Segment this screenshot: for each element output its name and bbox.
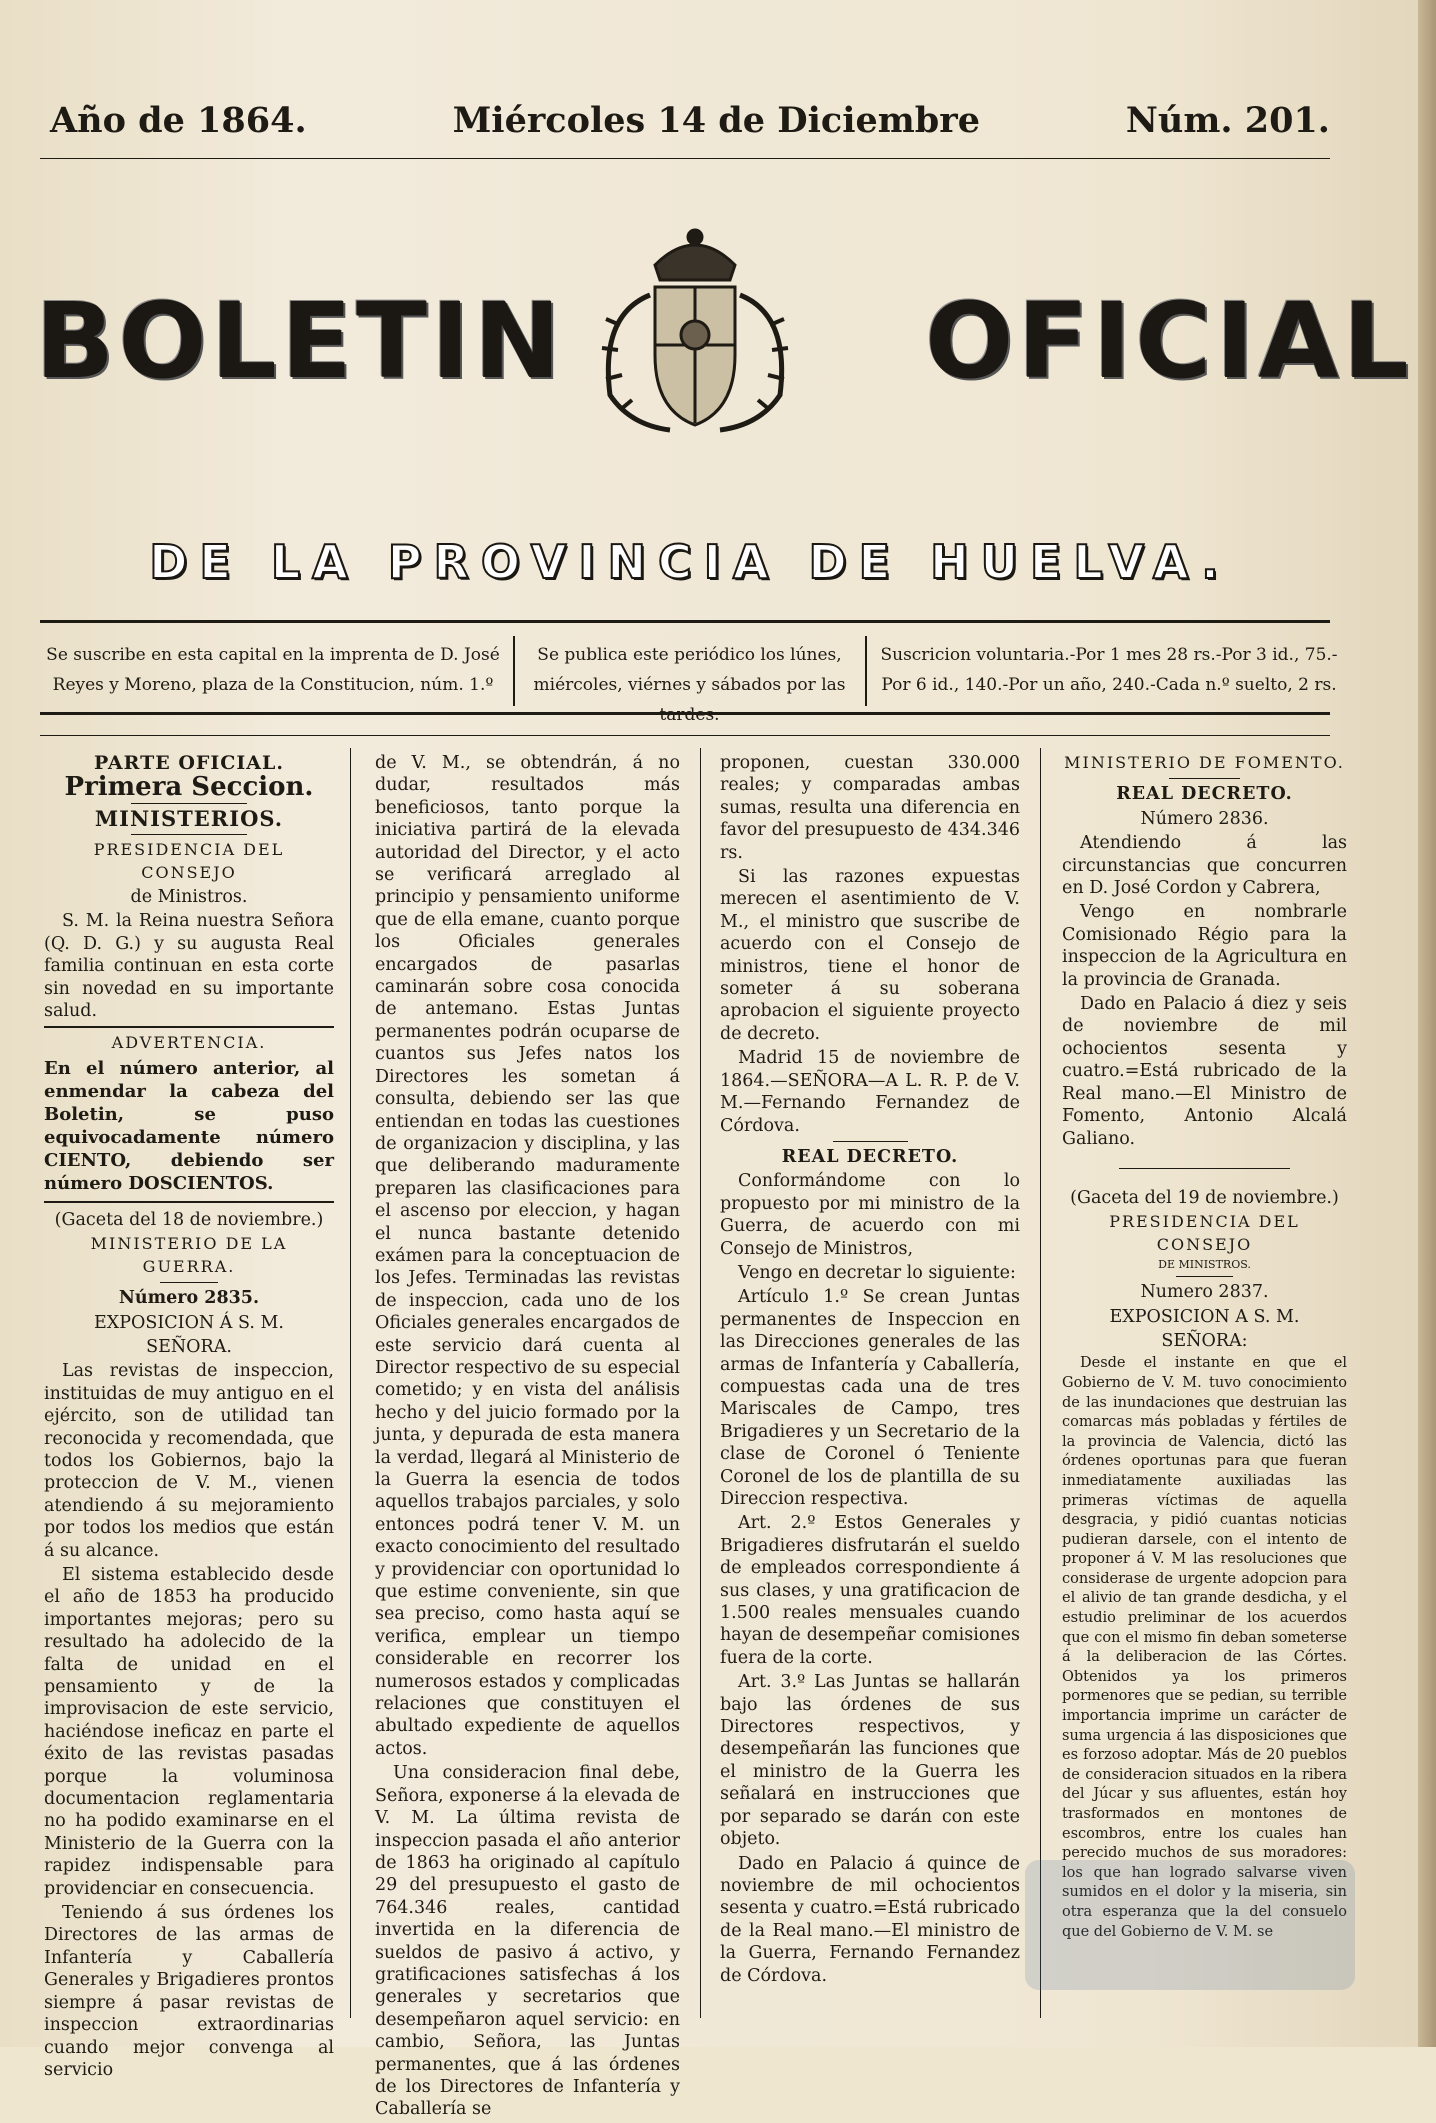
paragraph: Vengo en nombrarle Comisionado Régio para la inspeccion de la Agricultura en la provincia de Granada. <box>1062 902 1347 990</box>
separator <box>833 1141 908 1142</box>
paragraph: El sistema establecido desde el año de 1853 ha producido importantes mejoras; pero su resultado ha adolecido de la falta de unidad en el pensamiento y de la improvisacion de este servicio, haciéndose ineficaz en parte el éxito de las revistas pasadas porque la voluminosa documentacion reglamentaria no ha podido examinarse en el Ministerio de la Guerra con la rapidez indispensable para providenciar en consecuencia. <box>44 1564 334 1899</box>
paragraph: Teniendo á sus órdenes los Directores de las armas de Infantería y Caballería Generales y Brigadieres prontos siempre á pasar revistas de inspeccion extraordinarias cuando mejor convenga al servicio <box>44 1903 334 2080</box>
heading-ministerios: MINISTERIOS. <box>94 805 284 831</box>
title-left: BOLETIN <box>35 280 565 402</box>
info-divider-2 <box>865 636 867 706</box>
column-2 <box>375 752 680 2123</box>
section-primera: Primera Seccion. <box>64 772 314 803</box>
heading-advertencia: ADVERTENCIA. <box>111 1033 267 1053</box>
column-3 <box>720 752 1020 1989</box>
heading-presidencia: PRESIDENCIA DEL CONSEJO <box>1109 1212 1300 1254</box>
decree-number: Número 2836. <box>1140 808 1269 829</box>
year-label: Año de 1864. <box>50 100 307 141</box>
separator <box>131 803 247 804</box>
separator <box>131 834 247 835</box>
separator <box>1119 1168 1290 1169</box>
royal-crest-icon <box>560 225 830 435</box>
paragraph: Art. 3.º Las Juntas se hallarán bajo las órdenes de sus Directores respectivos, y desempeñarán las funciones que el ministro de la Guerra les señalará en instrucciones que por separado se darán con este objeto. <box>720 1672 1020 1850</box>
paragraph: Conformándome con lo propuesto por mi ministro de la Guerra, de acuerdo con mi Consejo de Ministros, <box>720 1171 1020 1259</box>
heading-real-decreto: REAL DECRETO. <box>1116 784 1293 805</box>
heading-de-ministros: DE MINISTROS. <box>1158 1258 1251 1272</box>
decree-number: Número 2835. <box>118 1288 260 1309</box>
page-edge <box>1418 0 1436 2047</box>
gaceta-date: (Gaceta del 18 de noviembre.) <box>54 1209 324 1230</box>
column-divider-2 <box>700 748 701 2018</box>
info-top-rule <box>40 620 1330 623</box>
paragraph: Dado en Palacio á diez y seis de noviembre de mil ochocientos sesenta y cuatro.=Está rubricado de la Real mano.—El Ministro de Fomento, Antonio Alcalá Galiano. <box>1062 994 1347 1149</box>
paragraph: S. M. la Reina nuestra Señora (Q. D. G.) y su augusta Real familia continuan en esta corte sin novedad en su importante salud. <box>44 911 334 1022</box>
heading-senora: SEÑORA. <box>146 1336 232 1357</box>
gaceta-date: (Gaceta del 19 de noviembre.) <box>1070 1187 1339 1208</box>
paragraph: Art. 2.º Estos Generales y Brigadieres disfrutarán el sueldo de empleados correspondiente á sus clases, y una gratificacion de 1.500 reales mensuales cuando hayan de desempeñar comisiones fuera de la corte. <box>720 1513 1020 1668</box>
column-1 <box>44 752 334 2083</box>
column-4 <box>1062 752 1347 1944</box>
paragraph: Si las razones expuestas merecen el asentimiento de V. M., el ministro que suscribe de acuerdo con el Consejo de ministros, tiene el honor de someter á su soberana aprobacion el siguiente proyecto de decreto. <box>720 867 1020 1044</box>
notice-text: En el número anterior, al enmendar la cabeza del Boletin, se puso equivocadamente número CIENTO, debiendo ser número DOSCIENTOS. <box>44 1057 334 1194</box>
section-parte-oficial: PARTE OFICIAL. <box>94 752 284 774</box>
paragraph: de V. M., se obtendrán, á no dudar, resultados más beneficiosos, tanto porque la iniciativa partirá de la elevada autoridad del Director, y el acto se verificará arreglado al principio y pensamiento uniforme que de ella emane, cuanto porque los Oficiales generales encargados de pasarlas caminarán sobre cosa conocida de antemano. Estas Juntas permanentes podrán ocuparse de cuantos sus Jefes natos los Directores les sometan á consulta, debiendo ser las que entiendan en todas las cuestiones de organizacion y disciplina, y las que deliberando maduramente preparen las clasificaciones para el ascenso por eleccion, y hagan el nunca bastante detenido exámen para la conceptuacion de los Jefes. Terminadas las revistas de inspeccion, cada uno de los Oficiales generales encargados de este servicio dará cuenta al Director respectivo de su especial cometido; y en vista del análisis hecho y del juicio formado por la junta, y depurada de esta manera la verdad, llegará al Ministerio de la Guerra la esencia de todos aquellos trabajos parciales, y solo entonces podrá tener V. M. un exacto conocimiento del resultado y providenciar con oportunidad lo que estime conveniente, sin que sea preciso, como hasta aquí se verifica, emplear un tiempo considerable en recorrer los numerosos estados y complicadas relaciones que constituyen el abultado expediente de aquellos actos. <box>375 753 680 1759</box>
heading-real-decreto: REAL DECRETO. <box>781 1146 959 1167</box>
separator <box>1169 778 1240 779</box>
column-divider-1 <box>350 748 351 2018</box>
archive-stamp <box>1025 1860 1355 1990</box>
columns-top-rule <box>40 735 1330 736</box>
info-divider-1 <box>513 636 515 706</box>
separator <box>160 1282 218 1283</box>
paragraph: Desde el instante en que el Gobierno de V. M. tuvo conocimiento de las inundaciones que destruian las comarcas más pobladas y fértiles de la provincia de Valencia, dictó las órdenes oportunas para que fueran inmediatamente auxiliadas las primeras víctimas de aquella desgracia, y pidió cuantas noticias pudieran darsele, con el intento de proponer á V. M las resoluciones que considerase de urgente adopcion para el alivio de tan grande desdicha, y el estudio preliminar de los acuerdos que con el mismo fin deban someterse á la deliberacion de las Córtes. Obtenidos ya los primeros pormenores que se pedian, su terrible importancia imprime un carácter de suma urgencia á las disposiciones que es forzoso adoptar. Más de 20 pueblos de consideracion situados en la ribera del Júcar y sus afluentes, están hoy trasformados en montones de escombros, entre los cuales han perecido muchos de sus moradores: los que han logrado salvarse viven sumidos en el dolor y la miseria, sin otra esperanza que la del consuelo que del Gobierno de V. M. se <box>1062 1355 1347 1940</box>
paragraph: proponen, cuestan 330.000 reales; y comparadas ambas sumas, resulta una diferencia en favor del presupuesto de 434.346 rs. <box>720 753 1020 863</box>
heading-exposicion: EXPOSICION Á S. M. <box>94 1312 284 1333</box>
heading-fomento: MINISTERIO DE FOMENTO. <box>1064 753 1345 772</box>
masthead-subtitle: DE LA PROVINCIA DE HUELVA. <box>149 535 1231 589</box>
heading-exposicion: EXPOSICION A S. M. <box>1109 1306 1300 1327</box>
masthead-title <box>30 225 1413 425</box>
heading-guerra: MINISTERIO DE LA GUERRA. <box>90 1234 288 1276</box>
separator <box>1176 1276 1233 1277</box>
paragraph: Madrid 15 de noviembre de 1864.—SEÑORA—A L. R. P. de V. M.—Fernando Fernandez de Córdova. <box>720 1048 1020 1136</box>
heading-senora: SEÑORA: <box>1161 1330 1248 1351</box>
decree-number: Numero 2837. <box>1140 1282 1269 1303</box>
paragraph: Artículo 1.º Se crean Juntas permanentes de Inspeccion en las Direcciones generales de las armas de Infantería y Caballería, compuestas cada una de tres Mariscales de Campo, tres Brigadieres y un Secretario de la clase de Coronel ó Teniente Coronel de los de plantilla de su Direccion respectiva. <box>720 1287 1020 1509</box>
paragraph: Vengo en decretar lo siguiente: <box>738 1262 1016 1283</box>
heading-de-ministros: de Ministros. <box>130 887 248 908</box>
title-right: OFICIAL <box>925 280 1413 402</box>
paragraph: Dado en Palacio á quince de noviembre de mil ochocientos sesenta y cuatro.=Está rubricado de la Real mano.—El ministro de la Guerra, Fernando Fernandez de Córdova. <box>720 1853 1020 1986</box>
issue-number: Núm. 201. <box>1125 100 1330 141</box>
paragraph: Una consideracion final debe, Señora, exponerse á la elevada de V. M. La última revista de inspeccion pasada el año anterior de 1863 ha originado al capítulo 29 del presupuesto el gasto de 764.346 reales, cantidad invertida en la diferencia de sueldos de pasivo á activo, y gratificaciones satisfechas á los generales y secretarios que desempeñaron aquel servicio: en cambio, Señora, las Juntas permanentes, que á las órdenes de los Directores de Infantería y Caballería se <box>375 1763 680 2120</box>
separator-rule <box>44 1026 334 1028</box>
heading-presidencia: PRESIDENCIA DEL CONSEJO <box>93 840 285 882</box>
separator-rule <box>44 1201 334 1203</box>
paragraph: Las revistas de inspeccion, instituidas de muy antiguo en el ejército, son de utilidad tan reconocida y recomendada, que todos los Gobiernos, bajo la proteccion de V. M., vienen atendiendo á su mejoramiento por todos los medios que están á su alcance. <box>44 1361 334 1561</box>
paragraph: Atendiendo á las circunstancias que concurren en D. José Cordon y Cabrera, <box>1062 833 1347 899</box>
column-divider-3 <box>1040 748 1041 2018</box>
info-prices: Suscricion voluntaria.-Por 1 mes 28 rs.-Por 3 id., 75.-Por 6 id., 140.-Por un año, 240.-Cada n.º suelto, 2 rs. <box>880 645 1338 695</box>
masthead-dateline <box>50 100 1330 160</box>
dateline-rule <box>40 158 1330 159</box>
date-label: Miércoles 14 de Diciembre <box>452 100 980 141</box>
info-subscription: Se suscribe en esta capital en la imprenta de D. José Reyes y Moreno, plaza de la Constitucion, núm. 1.º <box>46 645 500 695</box>
info-publication: Se publica este periódico los lúnes, miércoles, viérnes y sábados por las tardes. <box>533 645 846 725</box>
